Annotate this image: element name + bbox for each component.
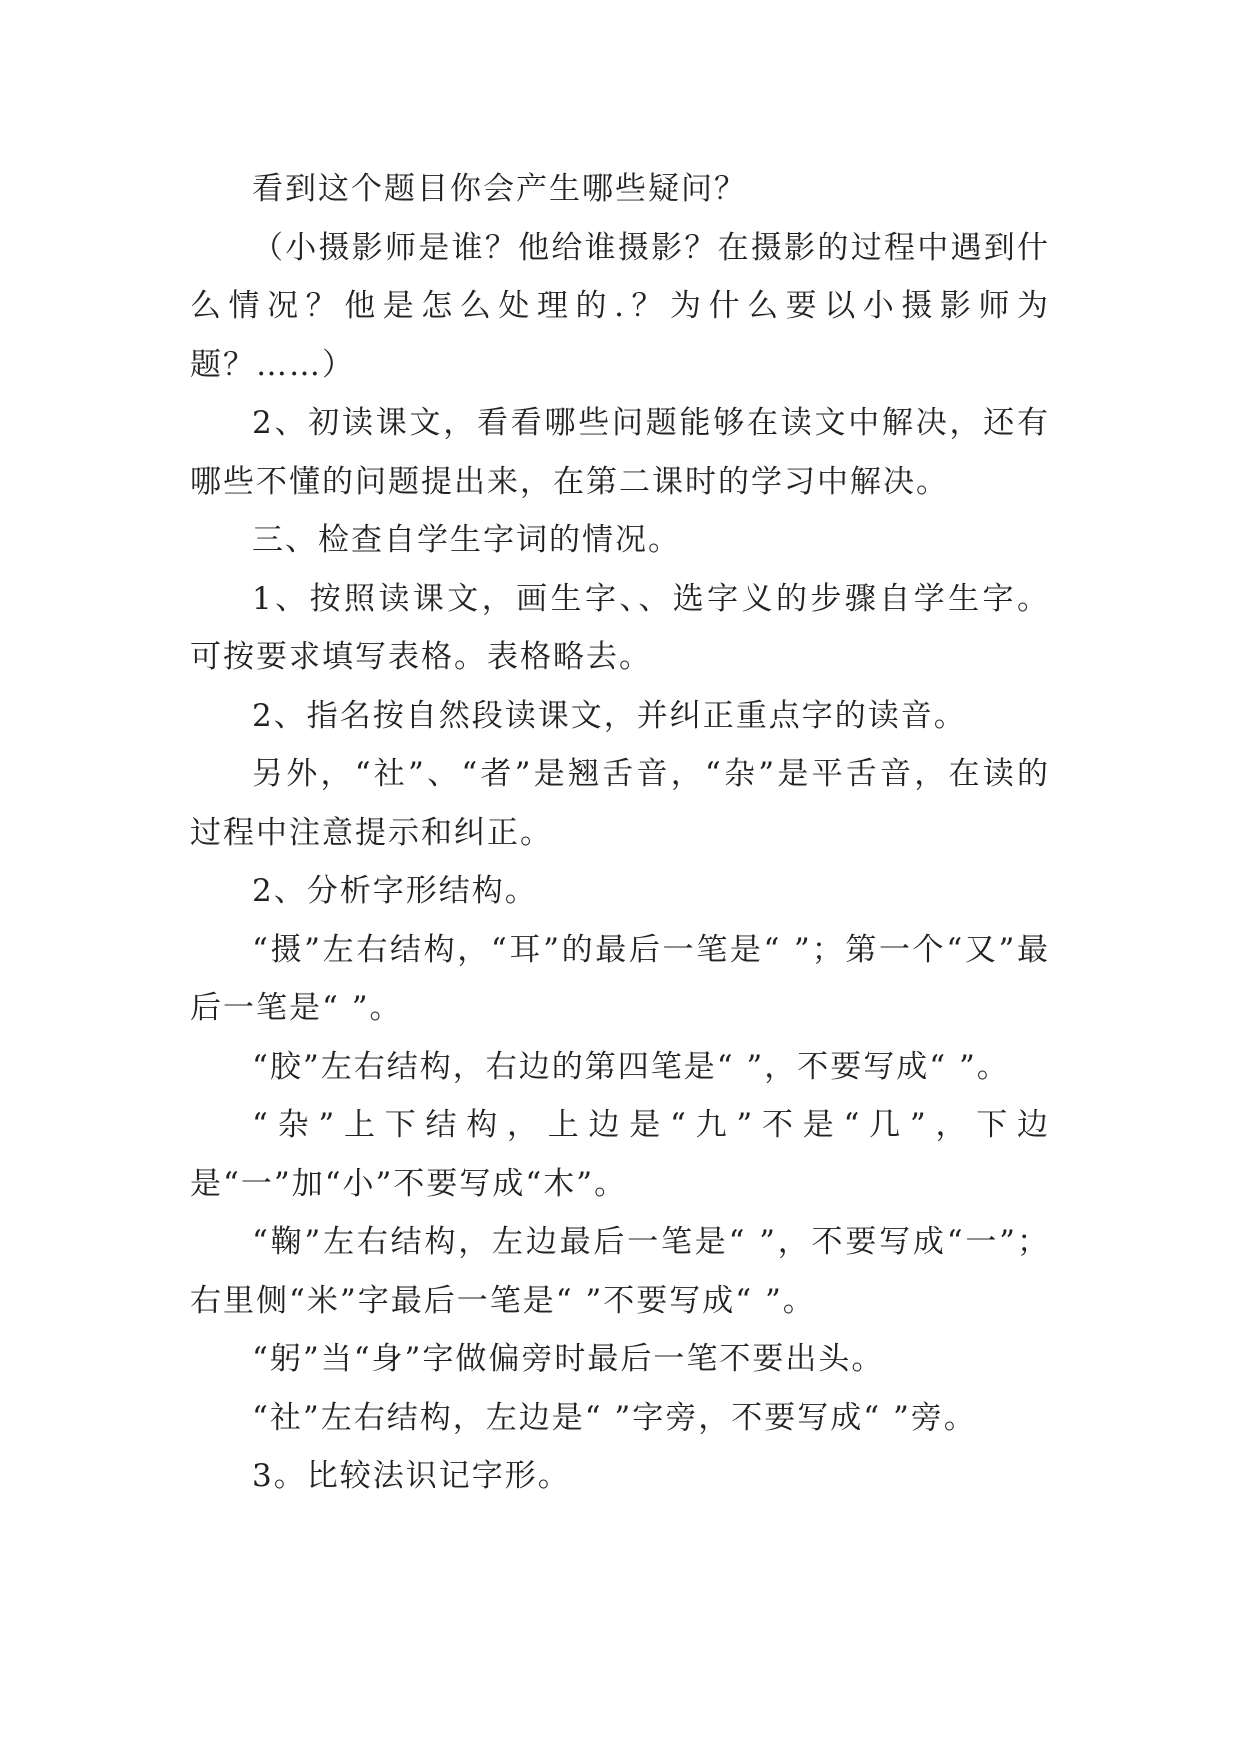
paragraph: “社”左右结构，左边是“ ”字旁，不要写成“ ”旁。 [252,1399,977,1436]
paragraph: 3。比较法识记字形。 [252,1458,571,1494]
document-body [190,160,1050,1506]
paragraph: 2、指名按自然段读课文，并纠正重点字的读音。 [252,697,967,734]
paragraph: “胶”左右结构，右边的第四笔是“ ”，不要写成“ ”。 [252,1048,1010,1085]
paragraph: 另外，“社”、“者”是翘舌音，“杂”是平舌音，在读的过程中注意提示和纠正。 [190,756,1050,851]
paragraph: （小摄影师是谁？他给谁摄影？在摄影的过程中遇到什么情况？他是怎么处理的.？为什么要以小摄影师为题？……） [190,229,1050,383]
paragraph: “躬”当“身”字做偏旁时最后一笔不要出头。 [252,1341,885,1377]
paragraph: 三、检查自学生字词的情况。 [252,522,681,558]
paragraph: 1、按照读课文，画生字、、选字义的步骤自学生字。可按要求填写表格。表格略去。 [190,580,1050,675]
paragraph: 2、初读课文，看看哪些问题能够在读文中解决，还有哪些不懂的问题提出来，在第二课时的学习中解决。 [190,405,1050,500]
paragraph: 2、分析字形结构。 [252,873,538,909]
paragraph: “杂”上下结构，上边是“九”不是“几”，下边是“一”加“小”不要写成“木”。 [190,1107,1050,1202]
paragraph: 看到这个题目你会产生哪些疑问？ [252,171,747,207]
paragraph: “摄”左右结构，“耳”的最后一笔是“ ”；第一个“又”最后一笔是“ ”。 [190,931,1050,1026]
paragraph: “鞠”左右结构，左边最后一笔是“ ”，不要写成“一”；右里侧“米”字最后一笔是“ ”不要写成“ ”。 [190,1224,1050,1319]
